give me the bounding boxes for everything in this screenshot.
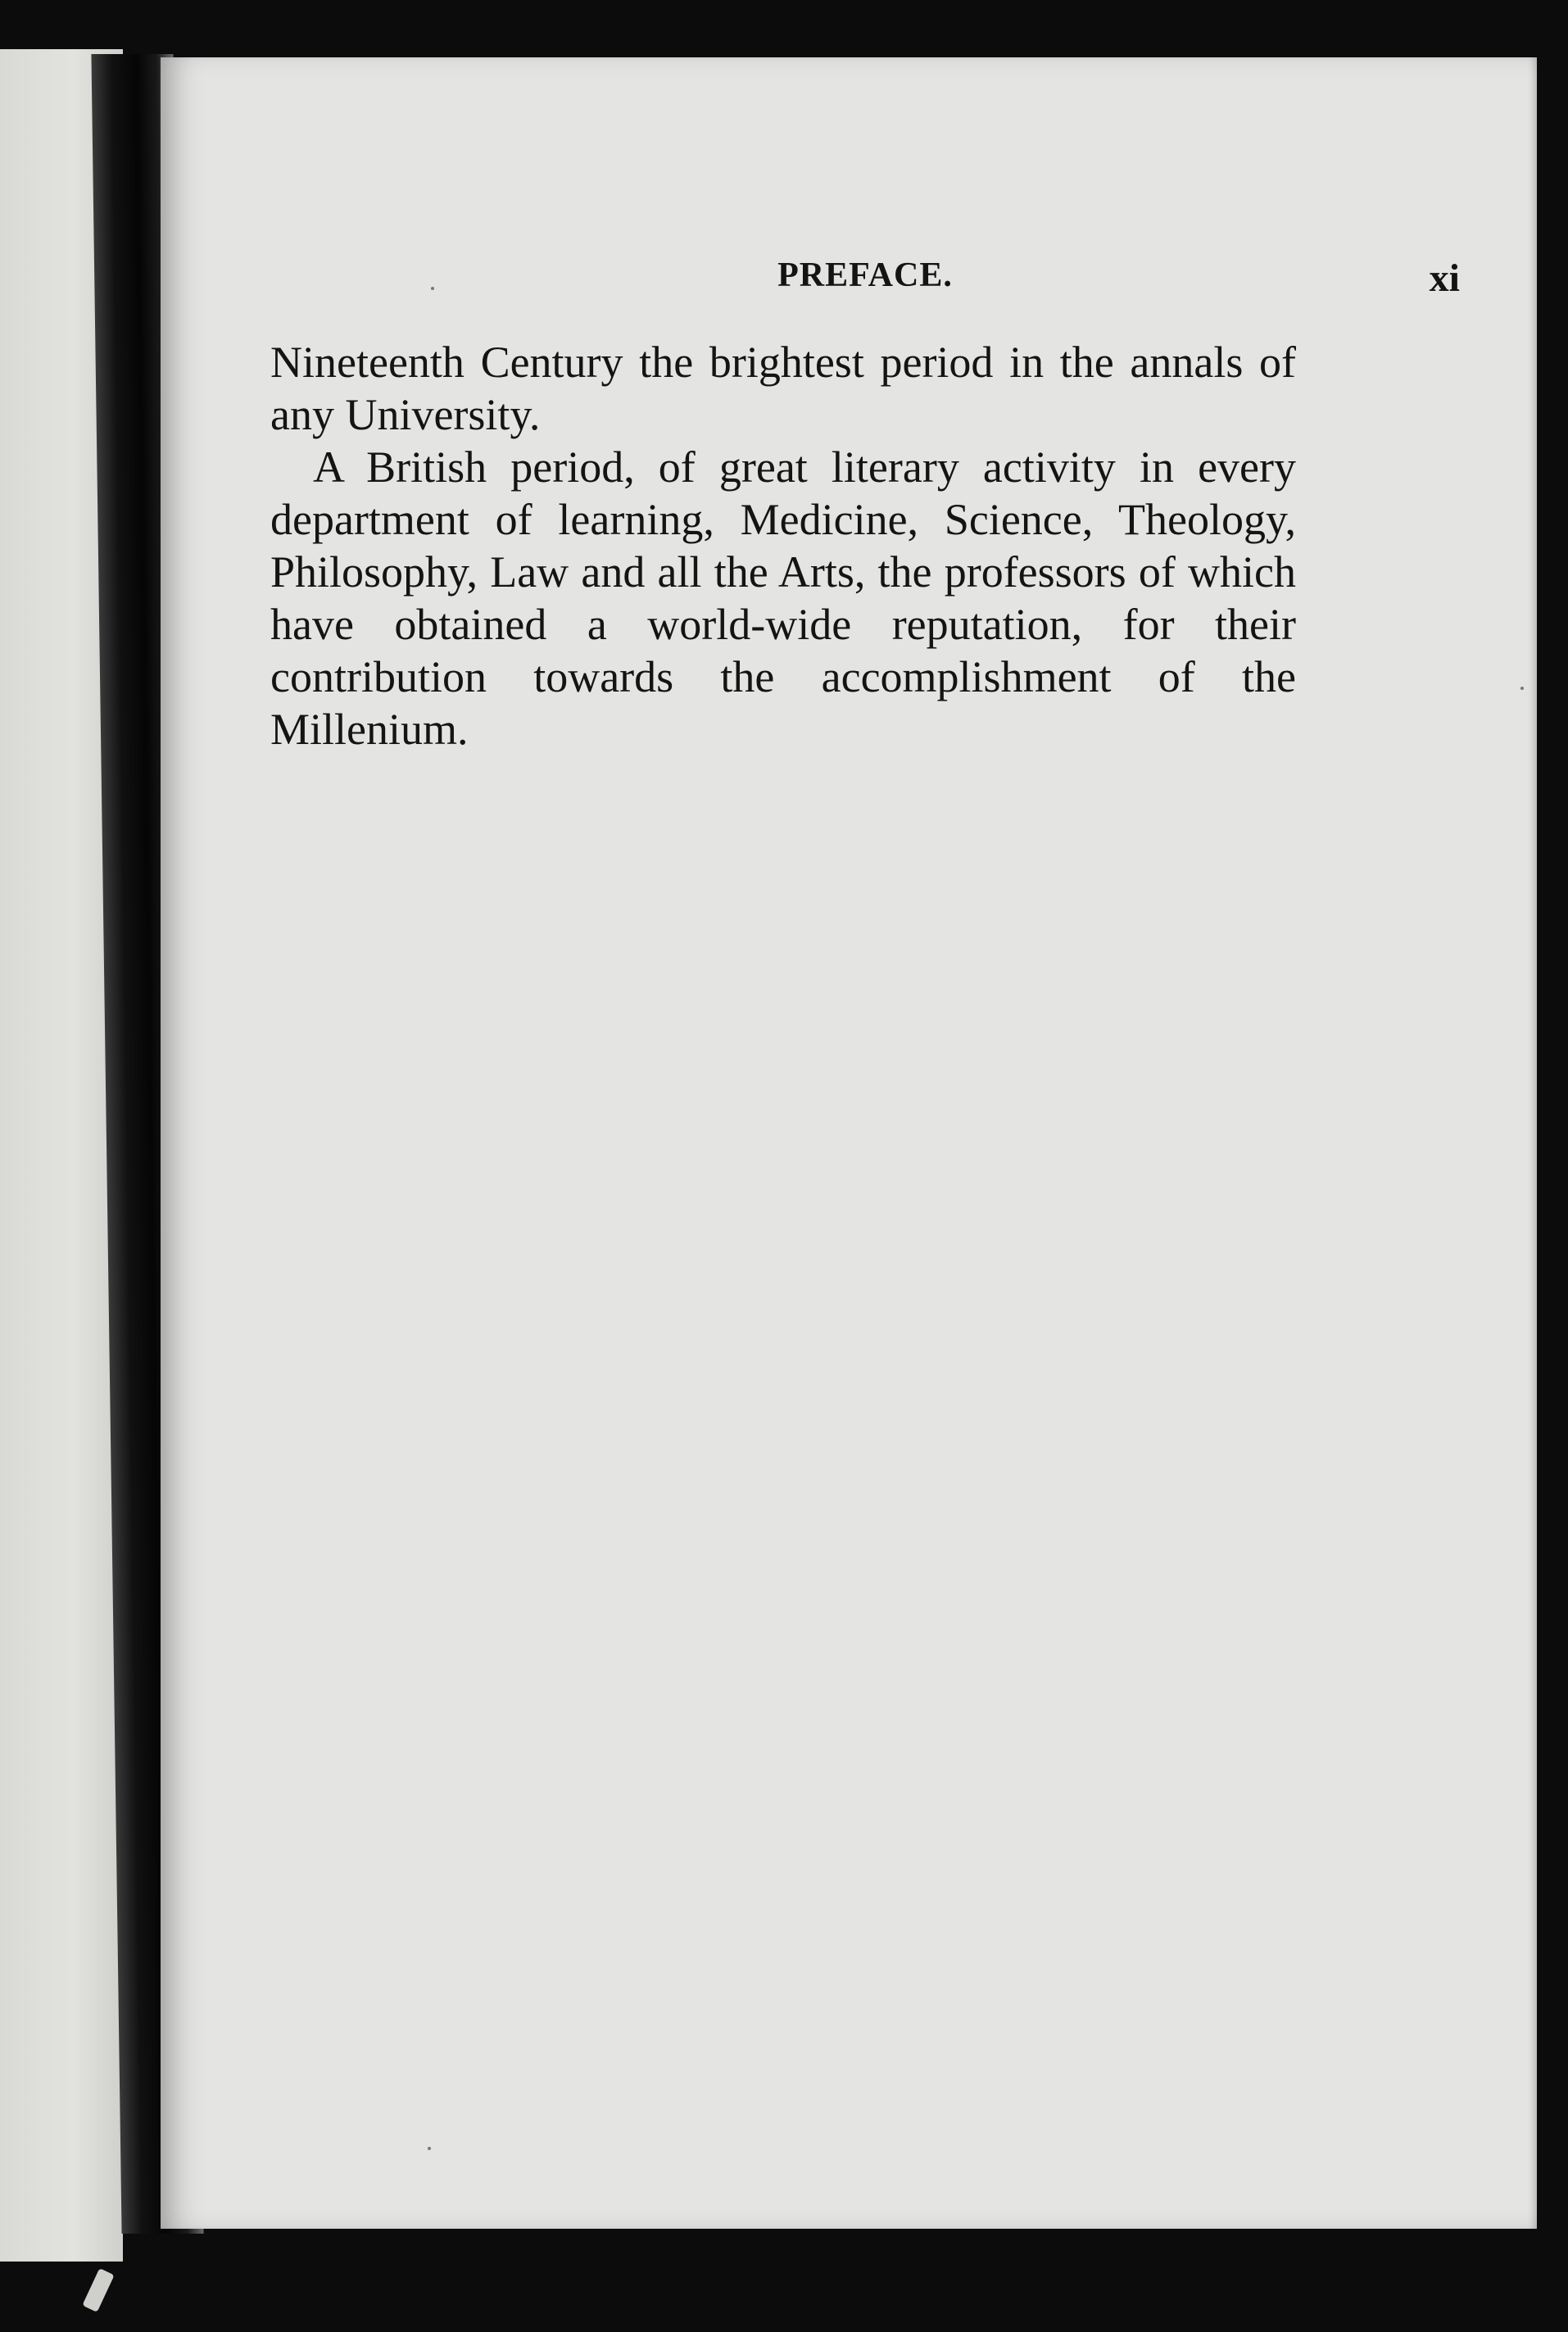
paper-speck [428,2147,431,2150]
paragraph: A British period, of great literary activity in every department of learning, Medicine, Science, Theology, Philosophy, Law and all the Arts, the professors of which have obtained a world-wide reputation, for their contribution towards the accomplishment of the Millenium. [270,442,1296,754]
book-page [161,57,1537,2229]
page-header [270,256,1460,313]
page-number: xi [1429,256,1460,300]
paragraph-continued: Nineteenth Century the brightest period in the annals of any University. [270,338,1296,439]
body-text [270,336,1296,755]
running-head: PREFACE. [777,256,953,294]
page-corner-fragment [82,2268,114,2312]
paper-speck [431,287,434,290]
paper-speck [1520,687,1524,690]
